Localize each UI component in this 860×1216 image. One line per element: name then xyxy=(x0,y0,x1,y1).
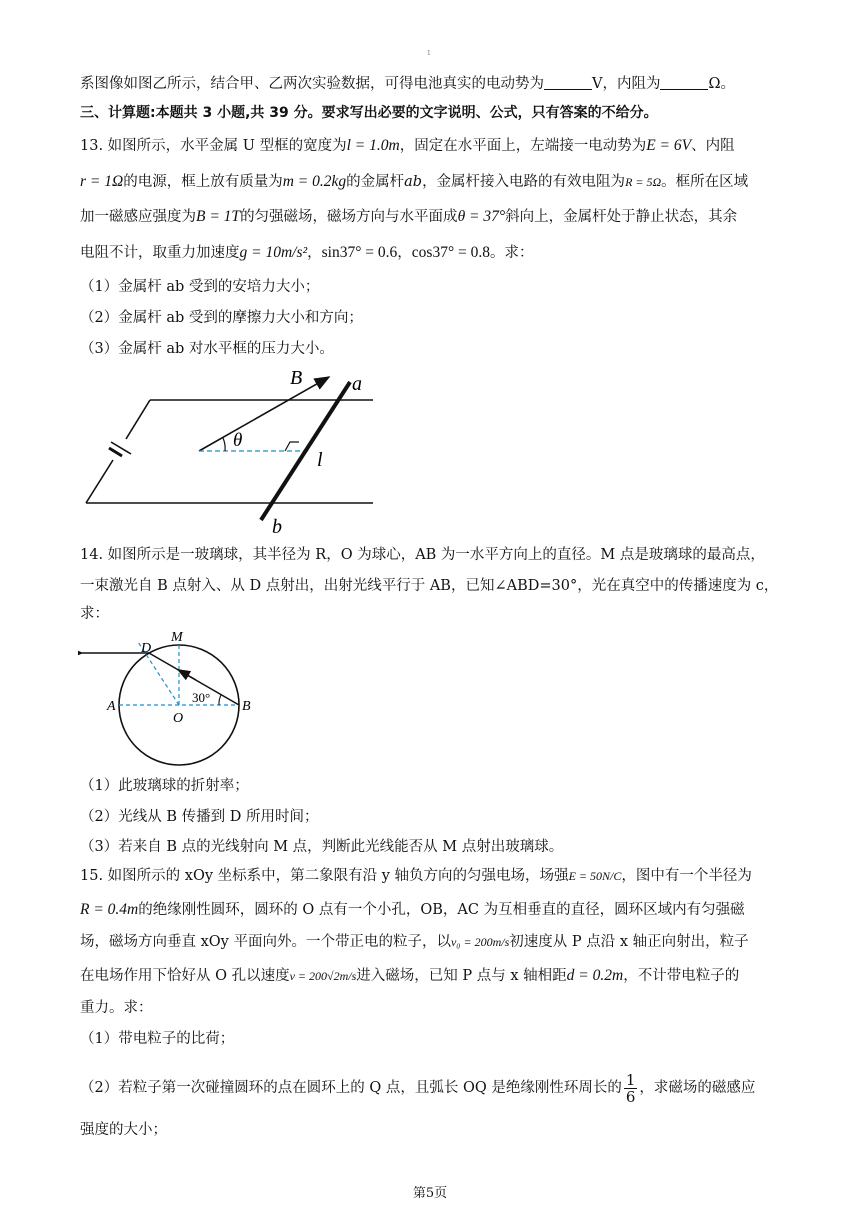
section3-heading: 三、计算题:本题共 3 小题,共 39 分。要求写出必要的文字说明、公式，只有答案的不给分。 xyxy=(80,105,658,121)
label-A: A xyxy=(107,699,116,714)
q15-sub2-line1: （2）若粒子第一次碰撞圆环的点在圆环上的 Q 点，且弧长 OQ 是绝缘刚性环周长的 $\frac{1}{6}$ ，求磁场的磁感应 xyxy=(80,1070,756,1106)
label-O: O xyxy=(173,711,184,726)
q15-line2: R = 0.4m的绝缘刚性圆环，圆环的 O 点有一个小孔，OB，AC 为互相垂直的直径，圆环区域内有匀强磁 xyxy=(80,901,745,918)
q14-sub3: （3）若来自 B 点的光线射向 M 点，判断此光线能否从 M 点射出玻璃球。 xyxy=(80,839,564,855)
answer-blank-emf xyxy=(544,75,592,90)
q14-sub1: （1）此玻璃球的折射率； xyxy=(80,778,249,794)
q15-sub1: （1）带电粒子的比荷； xyxy=(80,1031,235,1047)
q13-figure xyxy=(78,362,388,538)
q13-line3: 加一磁感应强度为B = 1T的匀强磁场，磁场方向与水平面成θ = 37°斜向上，金属杆处于静止状态，其余 xyxy=(80,208,738,225)
q13-sub1: （1）金属杆 ab 受到的安培力大小； xyxy=(80,279,320,295)
page-footer: 第5页 xyxy=(412,1186,448,1201)
battery-short-plate xyxy=(109,448,122,456)
q14-line1: 14. 如图所示是一玻璃球，其半径为 R，O 为球心，AB 为一水平方向上的直径。M 点是玻璃球的最高点， xyxy=(80,547,765,563)
label-M: M xyxy=(171,630,183,645)
magnetic-field-arrow xyxy=(199,377,329,451)
q15-sub2-line2: 强度的大小； xyxy=(80,1122,167,1138)
theta-arc xyxy=(223,438,225,451)
q14-sub2: （2）光线从 B 传播到 D 所用时间； xyxy=(80,809,319,825)
label-D: D xyxy=(141,641,152,656)
q12-tail-line: 系图像如图乙所示，结合甲、乙两次实验数据，可得电池真实的电动势为 V，内阻为 Ω。 xyxy=(80,76,736,92)
top-mark: 1 xyxy=(427,50,431,57)
answer-blank-resistance xyxy=(660,75,708,90)
frame-left-upper xyxy=(126,400,150,439)
label-b: b xyxy=(272,516,282,538)
label-angle: 30° xyxy=(192,690,211,705)
q13-line1: 13. 如图所示，水平金属 U 型框的宽度为l = 1.0m，固定在水平面上，左端接一电动势为E = 6V、内阻 xyxy=(80,137,735,154)
ray-direction-arrow xyxy=(182,672,196,680)
frame-left-lower xyxy=(86,460,113,503)
q15-line3: 场，磁场方向垂直 xOy 平面向外。一个带正电的粒子，以v₀ = 200m/s初速度从 P 点沿 x 轴正向射出，粒子 xyxy=(80,934,749,950)
q13-sub2: （2）金属杆 ab 受到的摩擦力大小和方向； xyxy=(80,310,363,326)
q15-line4: 在电场作用下恰好从 O 孔以速度v = 200√2m/s进入磁场，已知 P 点与 x 轴相距d = 0.2m，不计带电粒子的 xyxy=(80,967,740,984)
right-angle-mark xyxy=(285,442,299,451)
fraction-one-sixth: $\frac{1}{6}$ xyxy=(625,1070,636,1106)
angle-arc-30 xyxy=(219,695,221,705)
label-theta: θ xyxy=(233,430,243,451)
q15-line5: 重力。求： xyxy=(80,1000,153,1016)
q15-line1: 15. 如图所示的 xOy 坐标系中，第二象限有沿 y 轴负方向的匀强电场，场强E = 50N/C，图中有一个半径为 xyxy=(80,868,752,884)
q14-figure xyxy=(78,628,268,768)
q14-line2: 一束激光自 B 点射入、从 D 点射出，出射光线平行于 AB，已知∠ABD=30°，光在真空中的传播速度为 c， xyxy=(80,578,779,594)
label-B: B xyxy=(290,367,303,389)
q13-line4: 电阻不计，取重力加速度g = 10m/s²，sin37° = 0.6，cos37° = 0.8。求： xyxy=(80,244,534,261)
q13-sub3: （3）金属杆 ab 对水平框的压力大小。 xyxy=(80,341,334,357)
q14-line3: 求： xyxy=(80,606,109,622)
label-B: B xyxy=(242,699,251,714)
label-l: l xyxy=(317,449,323,471)
label-a: a xyxy=(352,373,362,395)
q13-line2: r = 1Ω的电源，框上放有质量为m = 0.2kg的金属杆ab，金属杆接入电路的有效电阻为R = 5Ω。框所在区域 xyxy=(80,173,749,190)
